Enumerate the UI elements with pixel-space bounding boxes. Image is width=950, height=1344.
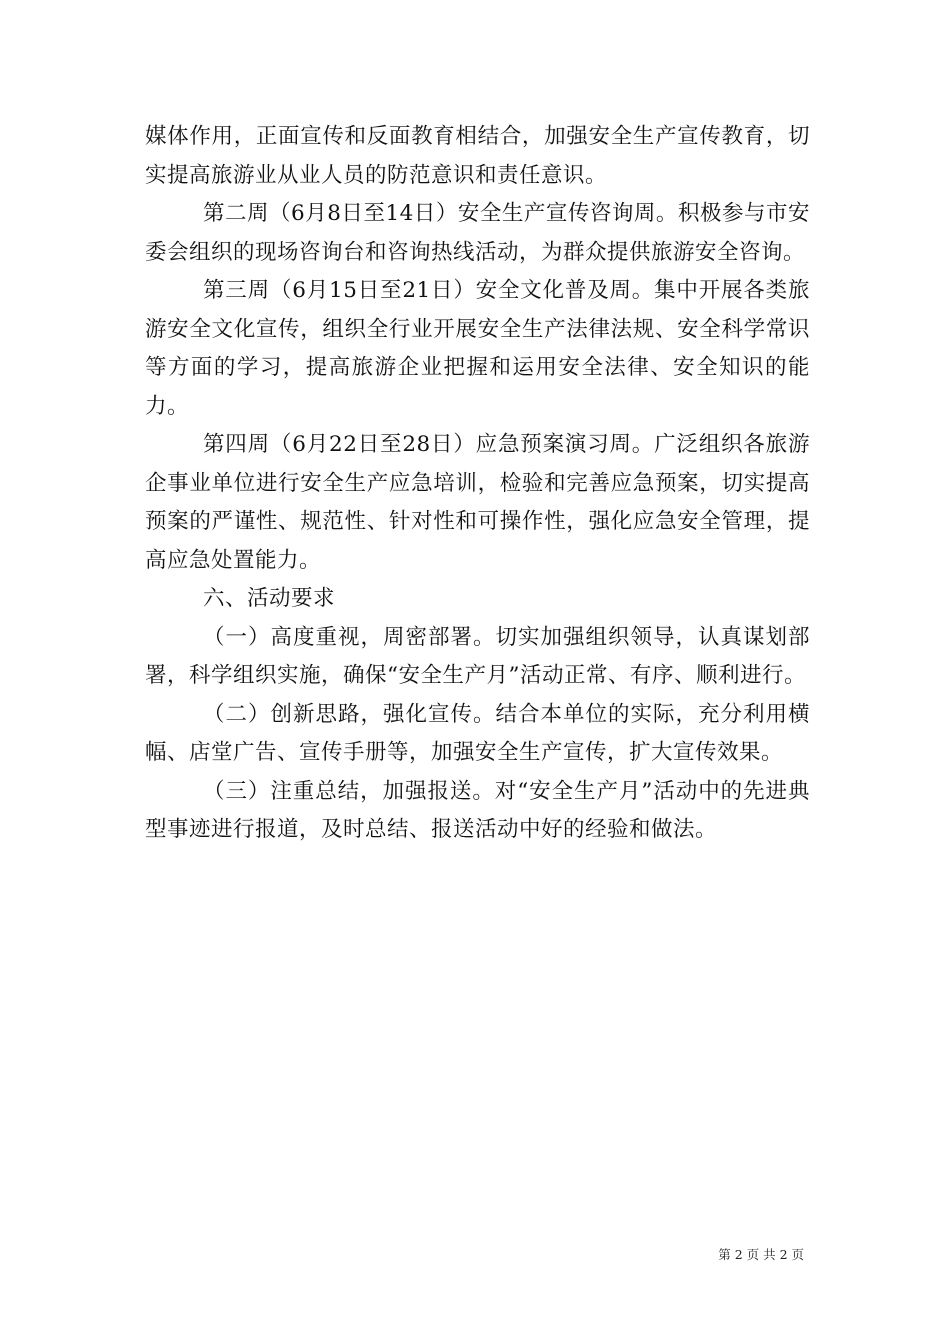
paragraph-week-two: 第二周（6月8日至14日）安全生产宣传咨询周。积极参与市安委会组织的现场咨询台和咨询热线活动，为群众提供旅游安全咨询。 <box>145 201 810 265</box>
section-heading-requirements: 六、活动要求 <box>203 586 336 611</box>
paragraph-requirement-one: （一）高度重视，周密部署。切实加强组织领导，认真谋划部署，科学组织实施，确保“安全生产月”活动正常、有序、顺利进行。 <box>145 624 810 688</box>
paragraph-requirement-three: （三）注重总结，加强报送。对“安全生产月”活动中的先进典型事迹进行报道，及时总结、报送活动中好的经验和做法。 <box>145 778 810 842</box>
paragraph-continuation: 媒体作用，正面宣传和反面教育相结合，加强安全生产宣传教育，切实提高旅游业从业人员的防范意识和责任意识。 <box>145 124 810 188</box>
paragraph-week-four: 第四周（6月22日至28日）应急预案演习周。广泛组织各旅游企事业单位进行安全生产应急培训，检验和完善应急预案，切实提高预案的严谨性、规范性、针对性和可操作性，强化应急安全管理，提高应急处置能力。 <box>145 432 810 573</box>
paragraph-week-three: 第三周（6月15日至21日）安全文化普及周。集中开展各类旅游安全文化宣传，组织全行业开展安全生产法律法规、安全科学常识等方面的学习，提高旅游企业把握和运用安全法律、安全知识的能力。 <box>145 278 810 419</box>
document-body <box>145 118 810 850</box>
page-number-footer: 第 2 页 共 2 页 <box>718 1247 804 1262</box>
paragraph-requirement-two: （二）创新思路，强化宣传。结合本单位的实际，充分利用横幅、店堂广告、宣传手册等，加强安全生产宣传，扩大宣传效果。 <box>145 701 810 765</box>
